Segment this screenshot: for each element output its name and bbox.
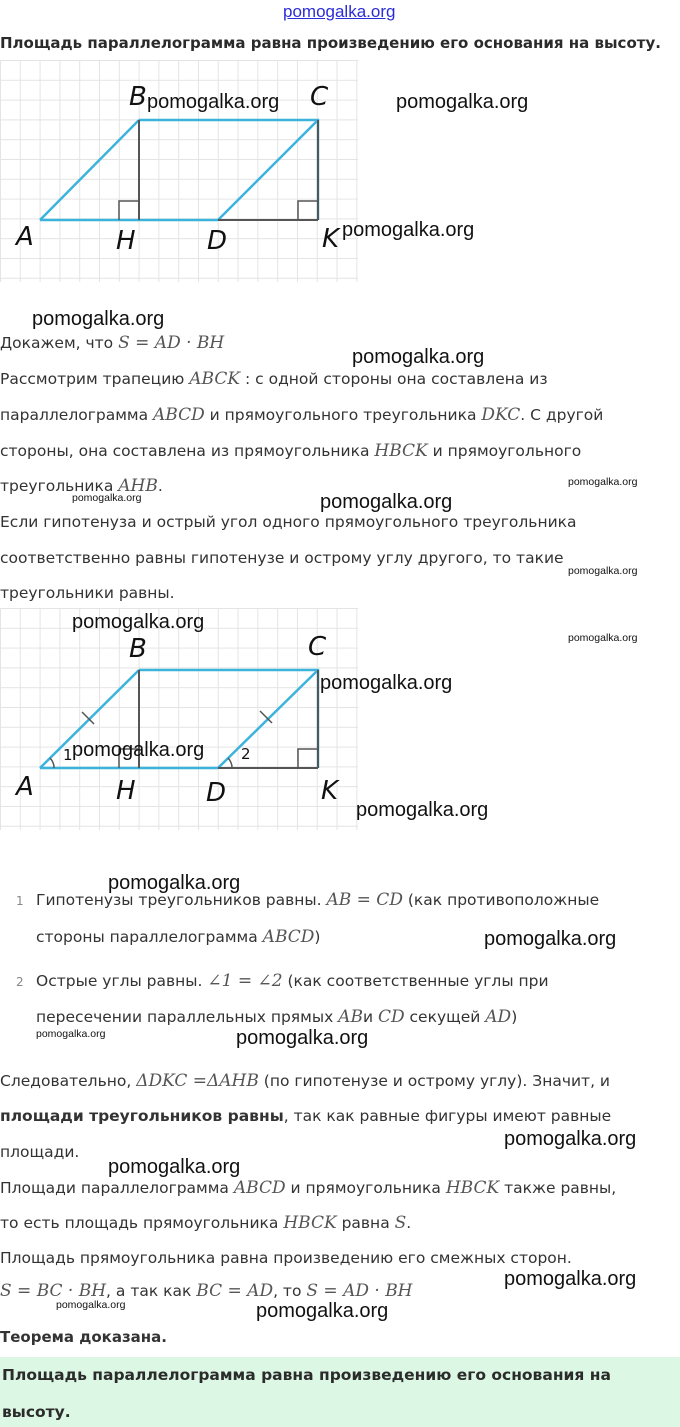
side-cd [218, 120, 318, 220]
list-number-2: 2 [16, 975, 24, 989]
vertex-label-k: K [322, 224, 340, 254]
highlight-line-1: Площадь параллелограмма равна произведению его основания на [2, 1366, 611, 1384]
right-angle-k [298, 749, 318, 768]
watermark: pomogalka.org [108, 1156, 241, 1178]
proof-line-1: Докажем, что S = AD · BH [0, 333, 225, 353]
side-bc [139, 120, 318, 220]
figure-parallelogram-2 [0, 608, 358, 830]
watermark: pomogalka.org [504, 1268, 637, 1290]
watermark: pomogalka.org [396, 91, 529, 113]
proof-line-3: параллелограмма ABCD и прямоугольного треугольника DKC. С другой [0, 405, 604, 425]
watermark: pomogalka.org [256, 1300, 389, 1322]
watermark: pomogalka.org [56, 1299, 126, 1311]
list-item-1-line-2: стороны параллелограмма ABCD) [36, 927, 321, 947]
theorem-proved: Теорема доказана. [0, 1328, 167, 1346]
angle-arc-1 [50, 758, 54, 768]
list-item-2-line-2: пересечении параллельных прямых ABи CD секущей AD) [36, 1007, 518, 1027]
watermark: pomogalka.org [484, 928, 617, 950]
right-angle-k [298, 201, 318, 220]
watermark: pomogalka.org [568, 476, 638, 488]
vertex-label-a: A [16, 222, 34, 252]
conclusion-line-5: то есть площадь прямоугольника HBCK равна S. [0, 1213, 412, 1233]
proof-line-6: Если гипотенуза и острый угол одного прямоугольного треугольника [0, 513, 577, 531]
watermark: pomogalka.org [72, 492, 142, 504]
watermark: pomogalka.org [72, 739, 205, 761]
side-ab [40, 120, 139, 220]
watermark: pomogalka.org [32, 308, 165, 330]
watermark: pomogalka.org [108, 872, 241, 894]
watermark: pomogalka.org [504, 1128, 637, 1150]
watermark: pomogalka.org [36, 1028, 106, 1040]
figure2-svg [0, 608, 358, 830]
conclusion-line-2: площади треугольников равны, так как равные фигуры имеют равные [0, 1107, 612, 1125]
vertex-label-d: D [206, 778, 227, 808]
list-number-1: 1 [16, 894, 24, 908]
angle-label-1: 1 [63, 746, 73, 764]
watermark: pomogalka.org [236, 1027, 369, 1049]
highlight-line-2: высоту. [2, 1403, 71, 1421]
vertex-label-k: K [321, 776, 339, 806]
right-angle-h [119, 201, 139, 220]
watermark: pomogalka.org [568, 632, 638, 644]
watermark: pomogalka.org [352, 346, 485, 368]
vertex-label-c: C [308, 632, 327, 662]
vertex-label-a: A [16, 772, 34, 802]
watermark: pomogalka.org [320, 672, 453, 694]
list-item-1-line-1: Гипотенузы треугольников равны. AB = CD (как противоположные [36, 890, 600, 910]
vertex-label-h: H [116, 776, 136, 806]
watermark: pomogalka.org [147, 91, 280, 113]
conclusion-highlight-box [0, 1357, 680, 1427]
watermark: pomogalka.org [356, 799, 489, 821]
proof-line-8: треугольники равны. [0, 584, 175, 602]
vertex-label-b: B [129, 82, 147, 112]
watermark: pomogalka.org [320, 491, 453, 513]
site-link[interactable]: pomogalka.org [283, 2, 396, 21]
vertex-label-h: H [116, 226, 136, 256]
angle-arc-2 [228, 758, 232, 768]
proof-line-5: треугольника AHB. [0, 476, 163, 496]
watermark: pomogalka.org [72, 611, 205, 633]
vertex-label-c: C [310, 82, 329, 112]
vertex-label-d: D [207, 226, 228, 256]
conclusion-line-6: Площадь прямоугольника равна произведению его смежных сторон. [0, 1249, 572, 1267]
vertex-label-b: B [129, 634, 147, 664]
conclusion-line-7: S = BC · BH, а так как BC = AD, то S = AD · BH [0, 1281, 413, 1301]
watermark: pomogalka.org [568, 565, 638, 577]
angle-label-2: 2 [241, 745, 251, 763]
proof-line-2: Рассмотрим трапецию ABCK : с одной стороны она составлена из [0, 369, 548, 389]
conclusion-line-3: площади. [0, 1143, 80, 1161]
watermark: pomogalka.org [342, 219, 475, 241]
conclusion-line-4: Площади параллелограмма ABCD и прямоугольника HBCK также равны, [0, 1178, 617, 1198]
proof-line-7: соответственно равны гипотенузе и острому углу другого, то такие [0, 549, 564, 567]
list-item-2-line-1: Острые углы равны. ∠1 = ∠2 (как соответственные углы при [36, 971, 549, 991]
page-title: Площадь параллелограмма равна произведению его основания на высоту. [0, 34, 661, 52]
conclusion-line-1: Следовательно, ΔDKC =ΔAHB (по гипотенузе и острому углу). Значит, и [0, 1071, 611, 1091]
proof-line-4: стороны, она составлена из прямоугольника HBCK и прямоугольного [0, 441, 582, 461]
